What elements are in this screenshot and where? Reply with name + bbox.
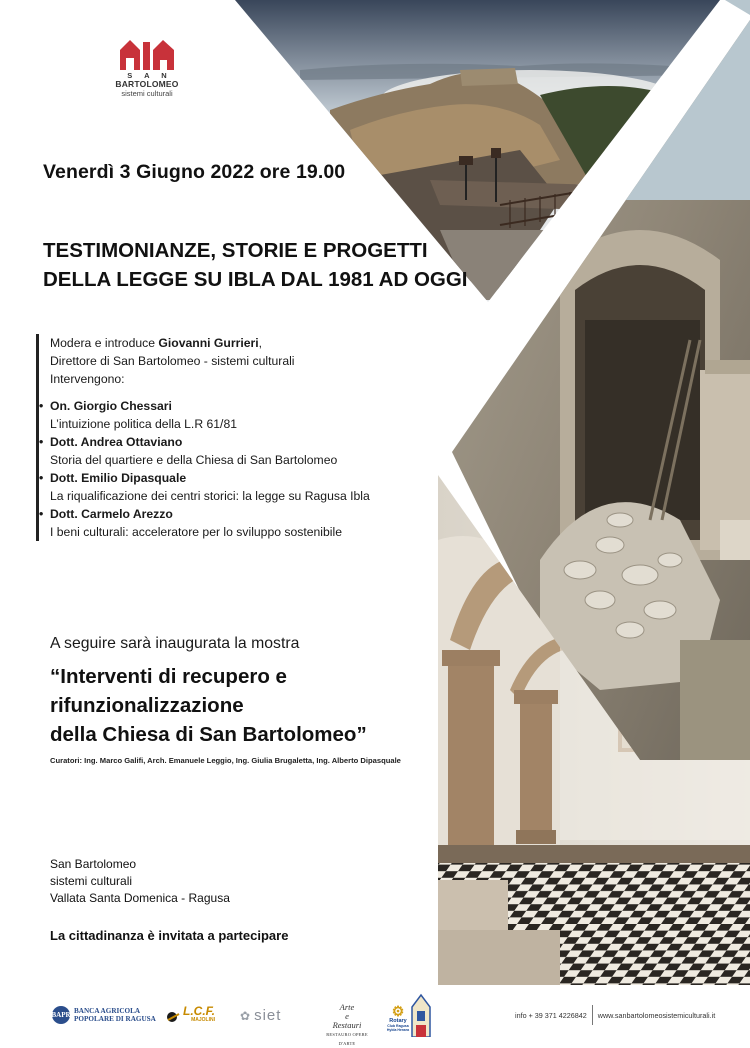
sponsors-footer	[0, 985, 750, 1046]
logo-subtitle-text: sistemi culturali	[121, 89, 173, 98]
speaker-name: • On. Giorgio Chessari	[39, 399, 172, 413]
exhibition-title-line-1: “Interventi di recupero e	[50, 665, 287, 688]
speaker-topic: La riqualificazione dei centri storici: la legge su Ragusa Ibla	[50, 489, 370, 503]
program-block	[36, 334, 470, 541]
speaker-topic: I beni culturali: acceleratore per lo sviluppo sostenibile	[50, 525, 342, 539]
bullet-icon: •	[39, 435, 44, 449]
moderator-role: Direttore di San Bartolomeo - sistemi culturali	[50, 354, 295, 368]
lcf-ball-icon	[166, 1011, 180, 1023]
moderator-line	[50, 334, 470, 352]
event-title-line-2: DELLA LEGGE SU IBLA DAL 1981 AD OGGI	[43, 268, 468, 291]
venue-line-3: Vallata Santa Domenica - Ragusa	[50, 891, 230, 905]
rotary-name: Rotary	[389, 1018, 407, 1024]
bank-name-line-2: POPOLARE DI RAGUSA	[74, 1015, 156, 1023]
exhibition-title	[50, 662, 367, 749]
sponsor-arte-restauri-logo	[323, 1003, 371, 1048]
arte-line-2: e	[345, 1011, 349, 1021]
bullet-icon: •	[39, 399, 44, 413]
arte-line-1: Arte	[339, 1002, 355, 1012]
exhibition-title-line-2: rifunzionalizzazione	[50, 694, 244, 717]
building-logo-icon	[118, 36, 176, 70]
exhibition-title-line-3: della Chiesa di San Bartolomeo”	[50, 723, 367, 746]
lcf-name: L.C.F.	[183, 1004, 215, 1018]
logo-san-text: S A N	[127, 71, 172, 80]
speaker-name: • Dott. Andrea Ottaviano	[39, 435, 183, 449]
contact-phone: info + 39 371 4226842	[515, 1010, 587, 1020]
event-title-line-1: TESTIMONIANZE, STORIE E PROGETTI	[43, 239, 428, 262]
rotary-wheel-icon: ⚙	[391, 1003, 405, 1019]
sponsor-bapr-logo	[52, 1006, 156, 1024]
contact-info	[515, 1005, 715, 1025]
arte-line-3: Restauri	[332, 1020, 362, 1030]
exhibition-intro: A seguire sarà inaugurata la mostra	[50, 635, 300, 652]
sponsor-siet-logo	[240, 1007, 281, 1024]
speaker-topic: Storia del quartiere e della Chiesa di San Bartolomeo	[50, 453, 338, 467]
bank-emblem-icon: BAPR	[52, 1006, 70, 1024]
event-title	[43, 236, 467, 294]
sponsor-lcf-logo	[166, 1006, 215, 1023]
siet-name: siet	[254, 1007, 282, 1024]
san-bartolomeo-logo	[112, 36, 182, 98]
speaker-name: • Dott. Emilio Dipasquale	[39, 471, 187, 485]
rotary-club: Club Ragusa Hybla Heraea	[386, 1024, 410, 1032]
curators-line: Curatori: Ing. Marco Galifi, Arch. Emanuele Leggio, Ing. Giulia Brugaletta, Ing. Alberto Dipasquale	[50, 756, 401, 765]
bullet-icon: •	[39, 471, 44, 485]
tower-emblem-icon	[408, 993, 434, 1037]
logo-name-text: BARTOLOMEO	[115, 79, 179, 89]
moderator-name-suffix: ,	[258, 336, 263, 350]
contact-website-link[interactable]: www.sanbartolomeosistemiculturali.it	[597, 1010, 716, 1020]
siet-flower-icon: ✿	[240, 1008, 252, 1023]
venue-line-1: San Bartolomeo	[50, 857, 137, 871]
arte-subtitle: RESTAURO OPERE D'ARTE	[326, 1032, 368, 1046]
bank-name-line-1: BANCA AGRICOLA	[74, 1007, 141, 1015]
public-invitation: La cittadinanza è invitata a partecipare	[50, 928, 289, 943]
moderator-intro: Modera e introduce	[50, 336, 159, 350]
venue-line-2: sistemi culturali	[50, 874, 133, 888]
speakers-intro: Intervengono:	[50, 372, 125, 386]
contact-divider	[592, 1005, 593, 1025]
bullet-icon: •	[39, 507, 44, 521]
event-date: Venerdì 3 Giugno 2022 ore 19.00	[43, 161, 346, 183]
moderator-name: Giovanni Gurrieri	[158, 336, 259, 350]
venue-address	[50, 856, 230, 907]
speaker-name: • Dott. Carmelo Arezzo	[39, 507, 173, 521]
speaker-topic: L’intuizione politica della L.R 61/81	[50, 417, 238, 431]
lcf-subtitle: MAJOLINI	[191, 1017, 215, 1023]
